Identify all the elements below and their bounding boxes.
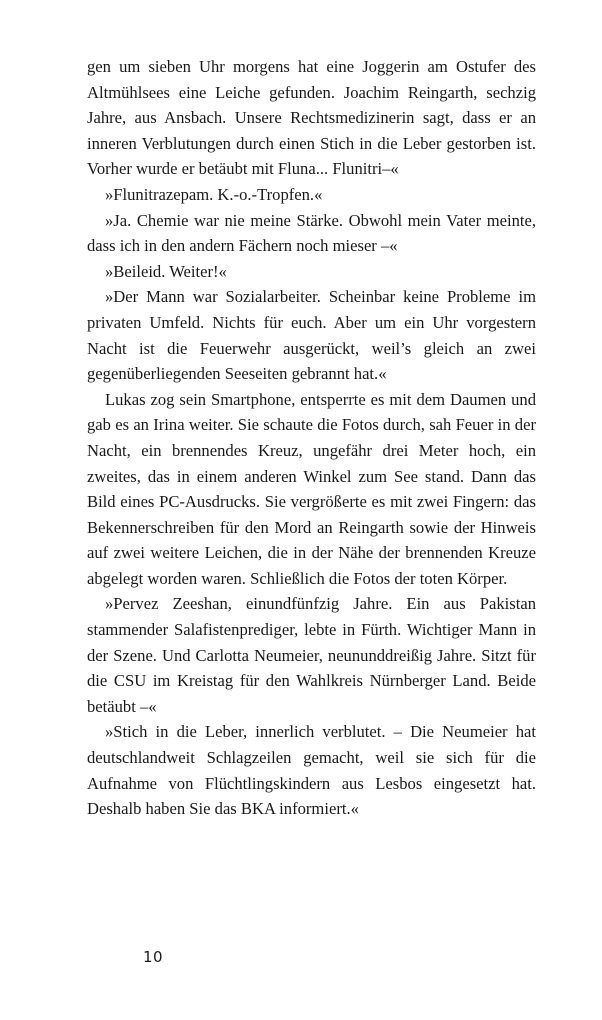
paragraph-1: gen um sieben Uhr morgens hat eine Joggerin am Ostufer des Altmühlsees eine Leiche gefunden. Joachim Reingarth, sechzig Jahre, aus Ansbach. Unsere Rechtsmedizinerin sagt, dass er an inneren Verblutungen durch einen Stich in die Leber gestorben ist. Vorher wurde er betäubt mit Fluna... Flunitri–« (87, 57, 536, 179)
paragraph-5: »Der Mann war Sozialarbeiter. Scheinbar keine Probleme im privaten Umfeld. Nichts für euch. Aber um ein Uhr vorgestern Nacht ist die Feuerwehr ausgerückt, weil’s gleich an zwei gegenüberliegenden Seeseiten gebrannt hat.« (87, 287, 536, 384)
paragraph-8: »Stich in die Leber, innerlich verblutet. – Die Neumeier hat deutschlandweit Schlagzeilen gemacht, weil sie sich für die Aufnahme von Flüchtlingskindern aus Lesbos eingesetzt hat. Deshalb haben Sie das BKA informiert.« (87, 722, 536, 819)
page-number: 10 (143, 948, 164, 966)
paragraph-7: »Pervez Zeeshan, einundfünfzig Jahre. Ein aus Pakistan stammender Salafistenprediger, lebte in Fürth. Wichtiger Mann in der Szene. Und Carlotta Neumeier, neununddreißig Jahre. Sitzt für die CSU im Kreistag für den Wahlkreis Nürnberger Land. Beide betäubt –« (87, 594, 536, 716)
paragraph-6: Lukas zog sein Smartphone, entsperrte es mit dem Daumen und gab es an Irina weiter. Sie schaute die Fotos durch, sah Feuer in der Nacht, ein brennendes Kreuz, ungefähr drei Meter hoch, ein zweites, das in einem anderen Winkel zum See stand. Dann das Bild eines PC-Ausdrucks. Sie vergrößerte es mit zwei Fingern: das Bekennerschreiben für den Mord an Reingarth sowie der Hinweis auf zwei weitere Leichen, die in der Nähe der brennenden Kreuze abgelegt worden waren. Schließlich die Fotos der toten Körper. (87, 389, 536, 588)
paragraph-3: »Ja. Chemie war nie meine Stärke. Obwohl mein Vater meinte, dass ich in den andern Fächern noch mieser –« (87, 210, 536, 256)
page-body (87, 54, 536, 822)
paragraph-4: »Beileid. Weiter!« (105, 261, 227, 281)
paragraph-2: »Flunitrazepam. K.-o.-Tropfen.« (105, 184, 323, 204)
